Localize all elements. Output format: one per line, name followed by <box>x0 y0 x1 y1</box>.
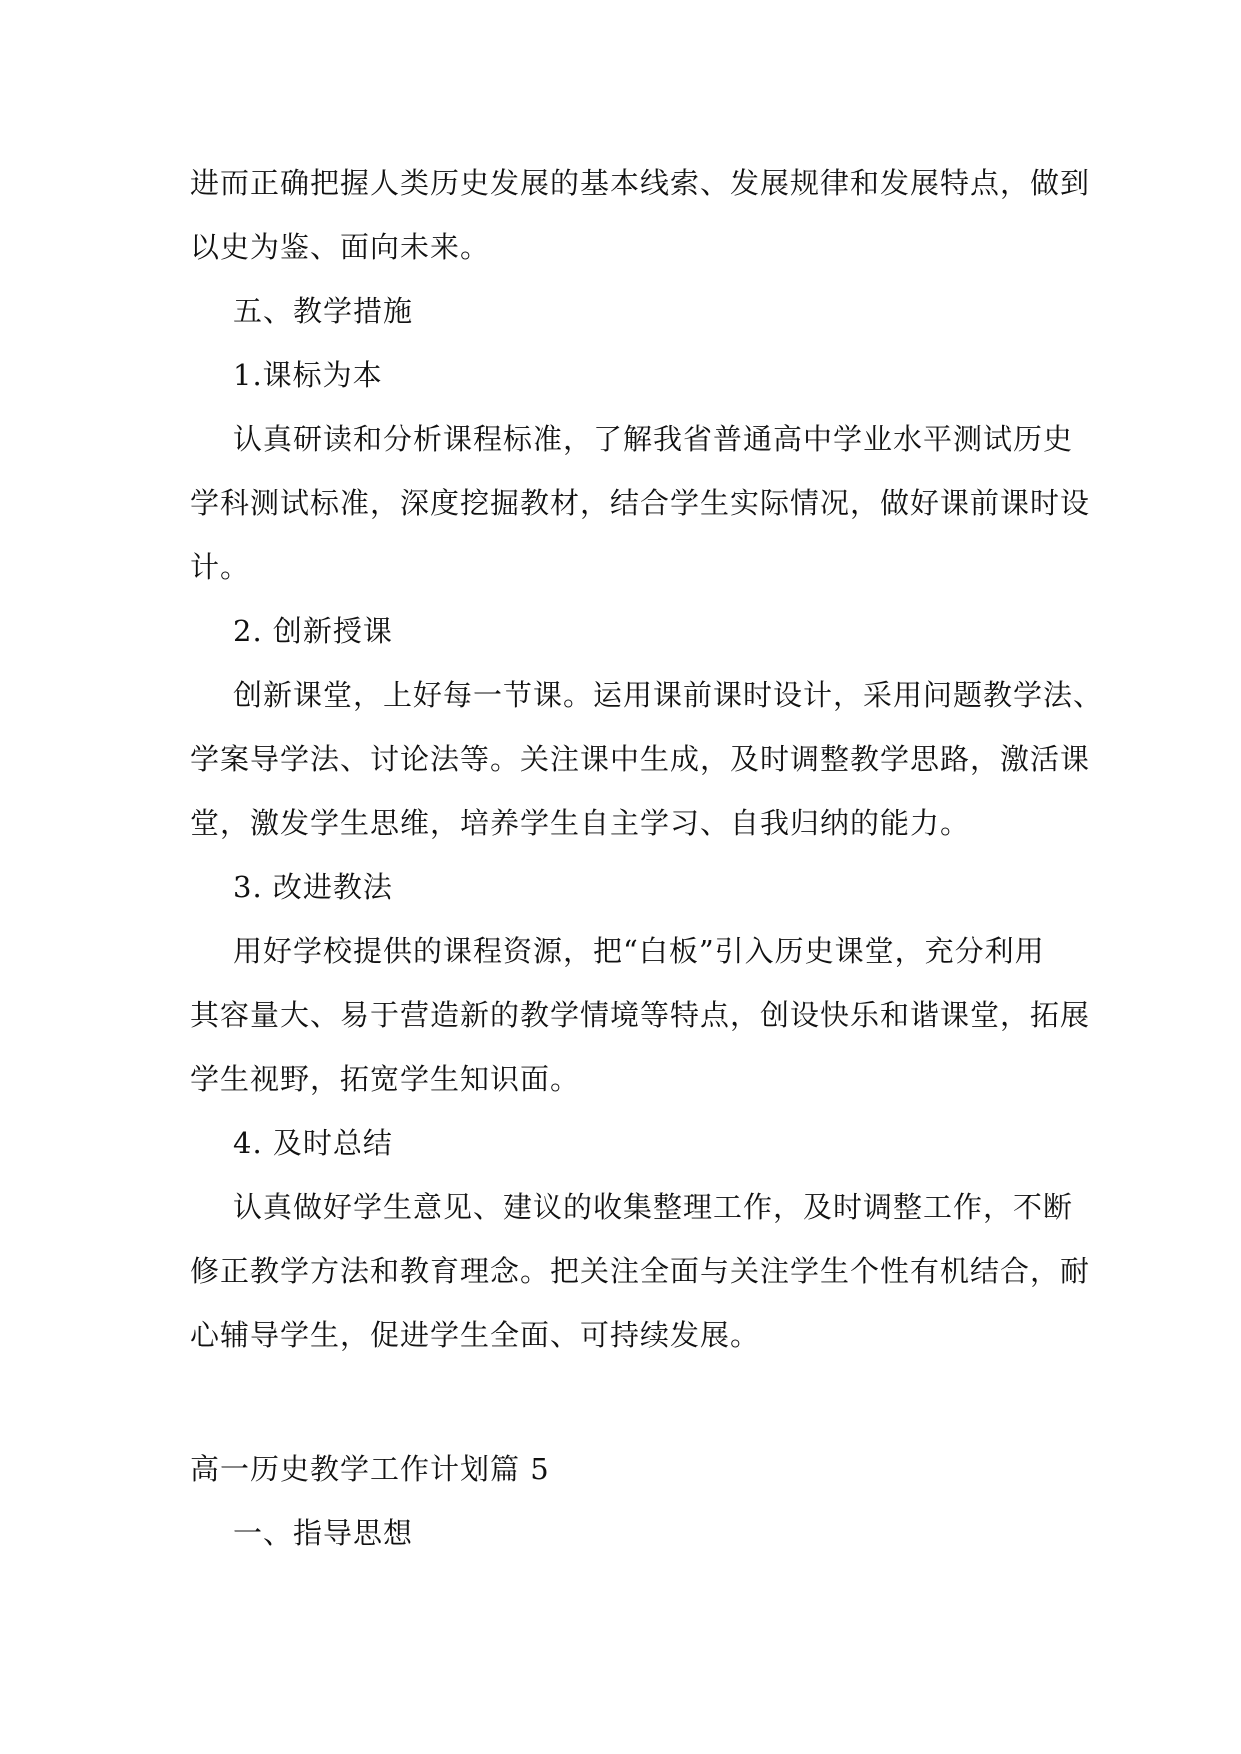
paragraph-line: 用好学校提供的课程资源，把“白板”引入历史课堂，充分利用 <box>233 934 1045 968</box>
paragraph-line: 学生视野，拓宽学生知识面。 <box>190 1062 581 1096</box>
subsection-heading: 1.课标为本 <box>233 358 383 392</box>
subsection-heading: 4. 及时总结 <box>233 1126 393 1160</box>
subsection-heading: 2. 创新授课 <box>233 614 393 648</box>
paragraph-line: 计。 <box>190 550 251 584</box>
paragraph-line: 进而正确把握人类历史发展的基本线索、发展规律和发展特点，做到 <box>190 166 1091 200</box>
subsection-heading: 3. 改进教法 <box>233 870 393 904</box>
paragraph-line: 认真研读和分析课程标准，了解我省普通高中学业水平测试历史 <box>233 422 1074 456</box>
paragraph-line: 以史为鉴、面向未来。 <box>190 230 491 264</box>
section-heading: 一、指导思想 <box>233 1516 414 1550</box>
paragraph-line: 其容量大、易于营造新的教学情境等特点，创设快乐和谐课堂，拓展 <box>190 998 1091 1032</box>
paragraph-line: 创新课堂，上好每一节课。运用课前课时设计，采用问题教学法、 <box>233 678 1104 712</box>
paragraph-line: 堂，激发学生思维，培养学生自主学习、自我归纳的能力。 <box>190 806 971 840</box>
paragraph-line: 修正教学方法和教育理念。把关注全面与关注学生个性有机结合，耐 <box>190 1254 1091 1288</box>
article-title: 高一历史教学工作计划篇 5 <box>190 1452 550 1486</box>
paragraph-line: 认真做好学生意见、建议的收集整理工作，及时调整工作，不断 <box>233 1190 1074 1224</box>
paragraph-line: 学案导学法、讨论法等。关注课中生成，及时调整教学思路，激活课 <box>190 742 1091 776</box>
paragraph-line: 学科测试标准，深度挖掘教材，结合学生实际情况，做好课前课时设 <box>190 486 1091 520</box>
section-heading: 五、教学措施 <box>233 294 414 328</box>
paragraph-line: 心辅导学生，促进学生全面、可持续发展。 <box>190 1318 761 1352</box>
